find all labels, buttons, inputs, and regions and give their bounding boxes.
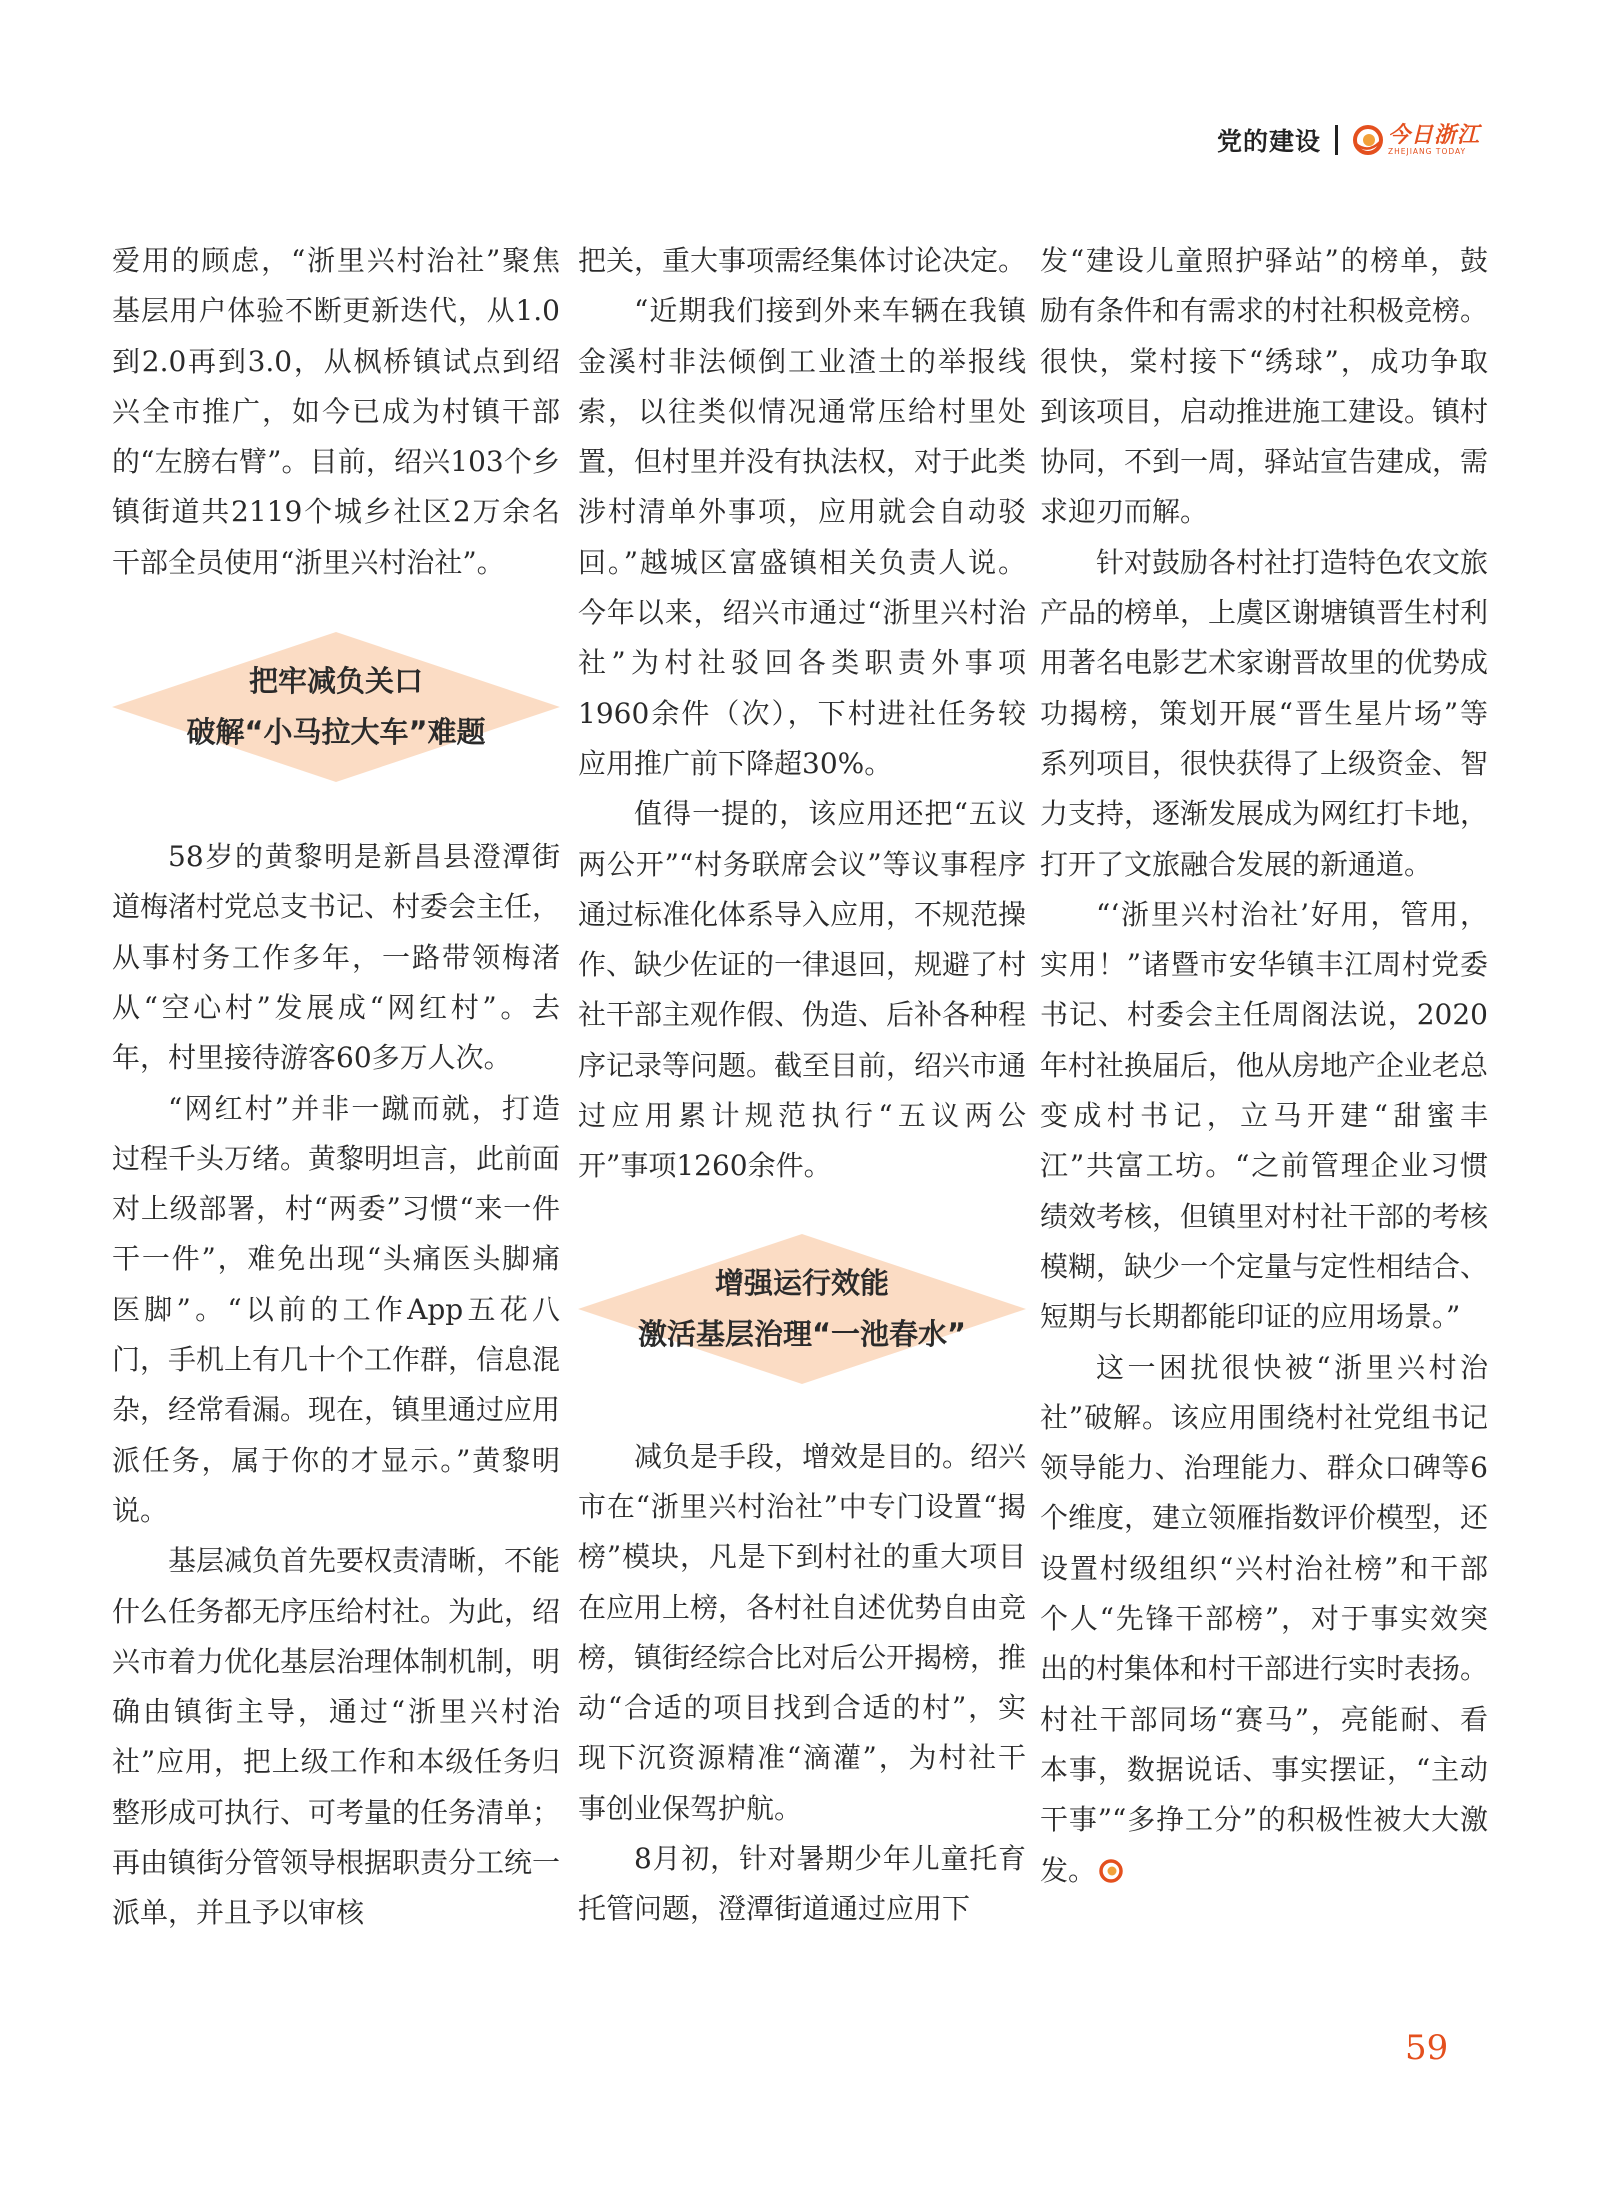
logo-text: 今日浙江 [1387,122,1480,149]
page-header [1217,118,1480,162]
subheading-line: 激活基层治理“一池春水” [637,1316,967,1351]
subheading-line: 破解“小马拉大车”难题 [186,715,486,750]
section-subheading [112,632,560,782]
column-2 [578,236,1026,1935]
paragraph: 值得一提的，该应用还把“五议两公开”“村务联席会议”等议事程序通过标准化体系导入应用，不规范操作、缺少佐证的一律退回，规避了村社干部主观作假、伪造、后补各种程序记录等问题。截至目前，绍兴市通过应用累计规范执行“五议两公开”事项1260余件。 [578,797,1027,1183]
subheading-line: 增强运行效能 [714,1265,889,1300]
page-number: 59 [1405,2028,1449,2068]
end-mark-icon [1098,1858,1124,1884]
paragraph: “近期我们接到外来车辆在我镇金溪村非法倾倒工业渣土的举报线索，以往类似情况通常压给村里处置，但村里并没有执法权，对于此类涉村清单外事项，应用就会自动驳回。”越城区富盛镇相关负责人说。今年以来，绍兴市通过“浙里兴村治社”为村社驳回各类职责外事项1960余件（次），下村进社任务较应用推广前下降超30%。 [578,294,1027,780]
paragraph: 8月初，针对暑期少年儿童托育托管问题，澄潭街道通过应用下 [578,1842,1026,1926]
paragraph: 58岁的黄黎明是新昌县澄潭街道梅渚村党总支书记、村委会主任，从事村务工作多年，一路带领梅渚从“空心村”发展成“网红村”。去年，村里接待游客60多万人次。 [112,840,561,1075]
paragraph: 针对鼓励各村社打造特色农文旅产品的榜单，上虞区谢塘镇晋生村利用著名电影艺术家谢晋故里的优势成功揭榜，策划开展“晋生星片场”等系列项目，很快获得了上级资金、智力支持，逐渐发展成为网红打卡地，打开了文旅融合发展的新通道。 [1040,545,1489,881]
logo-subtext: ZHEJIANG TODAY [1387,147,1467,157]
column-3 [1040,236,1488,1896]
paragraph: 基层减负首先要权责清晰，不能什么任务都无序压给村社。为此，绍兴市着力优化基层治理体制机制，明确由镇街主导，通过“浙里兴村治社”应用，把上级工作和本级任务归整形成可执行、可考量的任务清单；再由镇街分管领导根据职责分工统一派单，并且予以审核 [112,1544,561,1930]
section-subheading [578,1234,1026,1384]
paragraph-text: 这一困扰很快被“浙里兴村治社”破解。该应用围绕村社党组书记领导能力、治理能力、群众口碑等6个维度，建立领雁指数评价模型，还设置村级组织“兴村治社榜”和干部个人“先锋干部榜”，对于事实效突出的村集体和村干部进行实时表扬。村社干部同场“赛马”，亮能耐、看本事，数据说话、事实摆证，“主动干事”“多挣工分”的积极性被大大激发。 [1040,1350,1489,1887]
paragraph: 发“建设儿童照护驿站”的榜单，鼓励有条件和有需求的村社积极竞榜。很快，棠村接下“绣球”，成功争取到该项目，启动推进施工建设。镇村协同，不到一周，驿站宣告建成，需求迎刃而解。 [1040,244,1489,529]
paragraph: 爱用的顾虑，“浙里兴村治社”聚焦基层用户体验不断更新迭代，从1.0到2.0再到3.0，从枫桥镇试点到绍兴全市推广，如今已成为村镇干部的“左膀右臂”。目前，绍兴103个乡镇街道共2119个城乡社区2万余名干部全员使用“浙里兴村治社”。 [112,244,560,579]
column-1 [112,236,560,1939]
paragraph: 把关，重大事项需经集体讨论决定。 [578,244,1027,277]
paragraph: “‘浙里兴村治社’好用，管用，实用！”诸暨市安华镇丰江周村党委书记、村委会主任周阁法说，2020年村社换届后，他从房地产企业老总变成村书记，立马开建“甜蜜丰江”共富工坊。“之前管理企业习惯绩效考核，但镇里对村社干部的考核模糊，缺少一个定量与定性相结合、短期与长期都能印证的应用场景。” [1040,897,1489,1334]
paragraph: 减负是手段，增效是目的。绍兴市在“浙里兴村治社”中专门设置“揭榜”模块，凡是下到村社的重大项目在应用上榜，各村社自述优势自由竞榜，镇街经综合比对后公开揭榜，推动“合适的项目找到合适的村”，实现下沉资源精准“滴灌”，为村社干事创业保驾护航。 [578,1439,1027,1825]
section-name: 党的建设 [1216,127,1321,156]
subheading-line: 把牢减负关口 [248,664,423,699]
magazine-logo [1352,124,1480,156]
paragraph: “网红村”并非一蹴而就，打造过程千头万绪。黄黎明坦言，此前面对上级部署，村“两委”习惯“来一件干一件”，难免出现“头痛医头脚痛医脚”。“以前的工作App五花八门，手机上有几十个工作群，信息混杂，经常看漏。现在，镇里通过应用派任务，属于你的才显示。”黄黎明说。 [112,1091,561,1527]
paragraph [1040,1343,1488,1896]
header-divider [1335,125,1338,155]
logo-icon [1352,124,1384,156]
